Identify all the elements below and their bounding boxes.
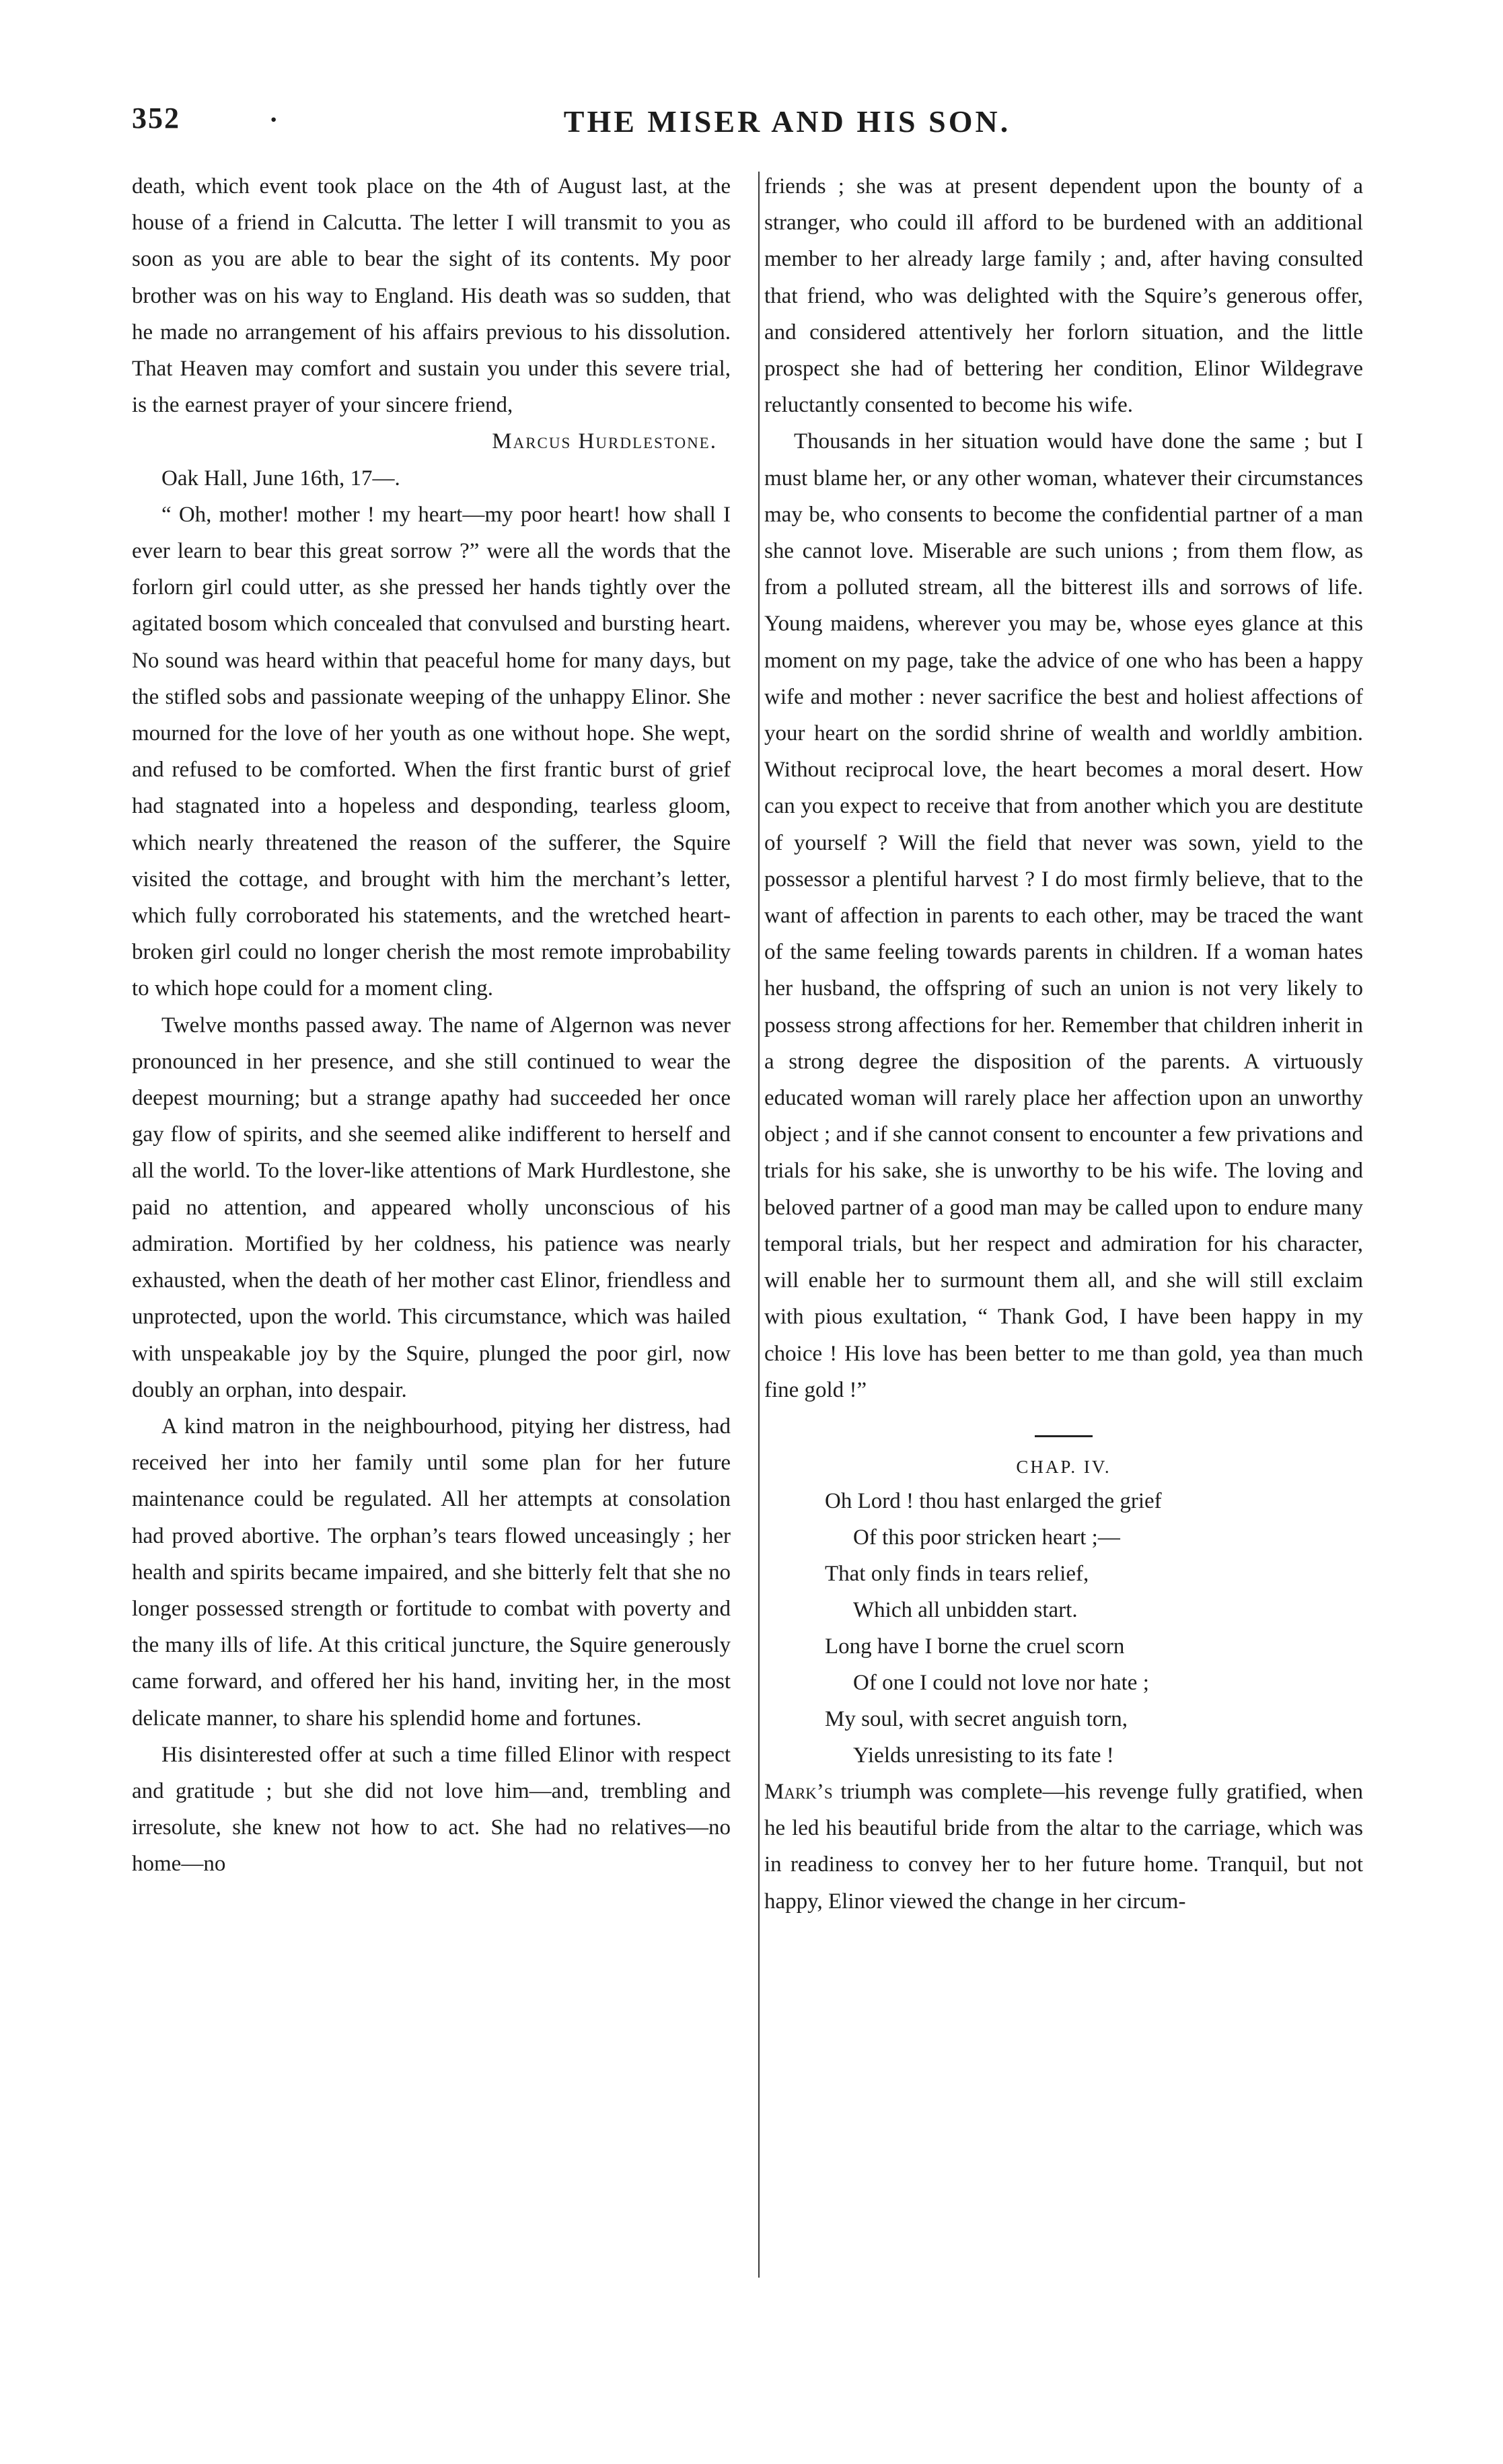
section-rule [1035,1435,1093,1437]
paragraph: His disinterested offer at such a time filled Elinor with respect and gratitude ; but she did not love him—and, trembling and irresolute, she knew not how to act. She had no relatives—no home—no [132,1742,731,1877]
page-header [128,101,1393,148]
paragraph: Twelve months passed away. The name of Algernon was never pronounced in her presence, and she still continued to wear the deepest mourning; but a strange apathy had succeeded her once gay flow of spirits, and she seemed alike indifferent to herself and all the world. To the lover-like attentions of Mark Hurdlestone, she paid no attention, and appeared wholly unconscious of his admiration. Mortified by her coldness, his patience was nearly exhausted, when the death of her mother cast Elinor, friendless and unprotected, upon the world. This circumstance, which was hailed with unspeakable joy by the Squire, plunged the poor girl, now doubly an orphan, into despair. [132,1013,731,1402]
verse-line: Yields unresisting to its fate ! [853,1743,1114,1768]
verse-line: Which all unbidden start. [853,1597,1078,1622]
paragraph [764,1774,1363,1920]
verse-line: Oh Lord ! thou hast enlarged the grief [825,1488,1162,1513]
verse-line: Long have I borne the cruel scorn [825,1634,1125,1659]
paragraph: death, which event took place on the 4th of August last, at the house of a friend in Calcutta. The letter I will transmit to you as soon as you are able to bear the sight of its contents. My poor brother was on his way to England. His death was so sudden, that he made no arrangement of his affairs previous to his dissolution. That Heaven may comfort and sustain you under this severe trial, is the earnest prayer of your sincere friend, [132,174,731,418]
paragraph: “ Oh, mother! mother ! my heart—my poor heart! how shall I ever learn to bear this great sorrow ?” were all the words that the forlorn girl could utter, as she pressed her hands tightly over the agitated bosom which concealed that convulsed and bursting heart. No sound was heard within that peaceful home for many days, but the stifled sobs and passionate weeping of the unhappy Elinor. She mourned for the love of her youth as one without hope. She wept, and refused to be comforted. When the first frantic burst of grief had stagnated into a hopeless and desponding, tearless gloom, which nearly threatened the reason of the sufferer, the Squire visited the cottage, and brought with him the merchant’s letter, which fully corroborated his statements, and the wretched heart-broken girl could no longer cherish the most remote improbability to which hope could for a moment cling. [132,502,731,1001]
verse-line: My soul, with secret anguish torn, [825,1706,1128,1731]
verse-line: Of this poor stricken heart ;— [853,1525,1120,1550]
paragraph-text: triumph was complete—his revenge fully gratified, when he led his beautiful bride from the altar to the carriage, which was in readiness to convey her to her future home. Tranquil, but not happy, Elinor viewed the change in her circum- [764,1779,1363,1914]
letter-dateline: Oak Hall, June 16th, 17—. [161,466,400,491]
column-divider [758,172,760,2278]
header-separator: · [269,104,279,135]
right-column [764,168,1363,1920]
left-column [132,168,731,1883]
lead-word: Mark’s [764,1779,833,1804]
paragraph: A kind matron in the neighbourhood, pitying her distress, had received her into her family until some plan for her future maintenance could be regulated. All her attempts at consolation had proved abortive. The orphan’s tears flowed unceasingly ; her health and spirits became impaired, and she bitterly felt that she no longer possessed strength or fortitude to combat with poverty and the many ills of life. At this critical juncture, the Squire generously came forward, and offered her his hand, inviting her, in the most delicate manner, to share his splendid home and fortunes. [132,1414,731,1731]
verse-line: Of one I could not love nor hate ; [853,1670,1149,1695]
letter-signature: Marcus Hurdlestone. [492,429,717,454]
page-number: 352 [132,102,180,135]
chapter-heading: CHAP. IV. [1016,1456,1111,1477]
epigraph-verse [764,1483,1363,1774]
paragraph: Thousands in her situation would have done the same ; but I must blame her, or any other woman, whatever their circumstances may be, who consents to become the confidential partner of a man she cannot love. Miserable are such unions ; from them flow, as from a polluted stream, all the bitterest ills and sorrows of life. Young maidens, wherever you may be, whose eyes glance at this moment on my page, take the advice of one who has been a happy wife and mother : never sacrifice the best and holiest affections of your heart on the sordid shrine of wealth and worldly ambition. Without reciprocal love, the heart becomes a moral desert. How can you expect to receive that from another which you are destitute of yourself ? Will the field that never was sown, yield to the possessor a plentiful harvest ? I do most firmly believe, that to the want of affection in parents to each other, may be traced the want of the same feeling towards parents in children. If a woman hates her husband, the offspring of such an union is not very likely to possess strong affections for her. Remember that children inherit in a strong degree the disposition of the parents. A virtuously educated woman will rarely place her affection upon an unworthy object ; and if she cannot consent to encounter a few privations and trials for his sake, she is unworthy to be his wife. The loving and beloved partner of a good man may be called upon to endure many temporal trials, but her respect and admiration for his character, will enable her to surmount them all, and she will still exclaim with pious exultation, “ Thank God, I have been happy in my choice ! His love has been better to me than gold, yea than much fine gold !” [764,429,1363,1402]
paragraph: friends ; she was at present dependent upon the bounty of a stranger, who could ill afford to be burdened with an additional member to her already large family ; and, after having consulted that friend, who was delighted with the Squire’s generous offer, and considered attentively her forlorn situation, and the little prospect she had of bettering her condition, Elinor Wildegrave reluctantly consented to become his wife. [764,174,1363,418]
running-title: THE MISER AND HIS SON. [563,104,1011,139]
verse-line: That only finds in tears relief, [825,1561,1089,1586]
